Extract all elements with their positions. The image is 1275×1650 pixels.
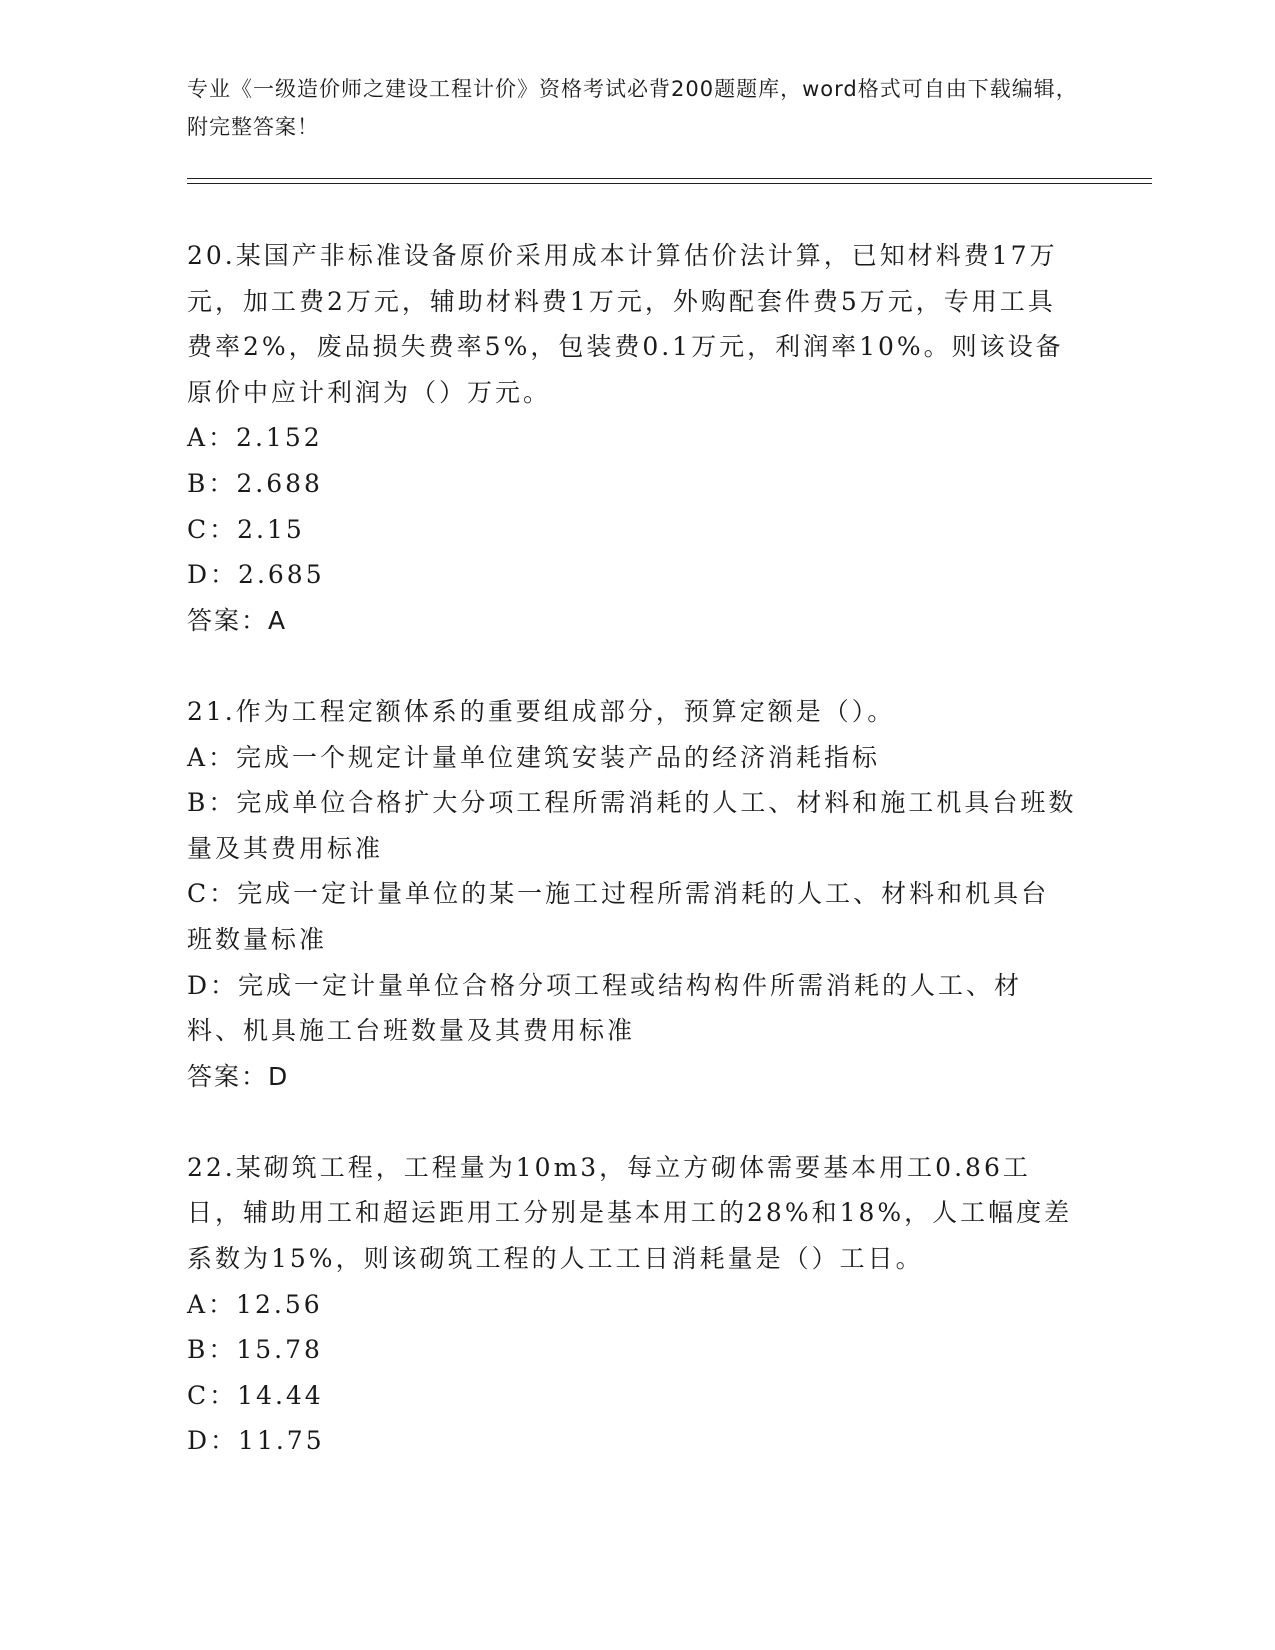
- question-20: [187, 233, 1077, 643]
- option-a: A：12.56: [187, 1289, 323, 1319]
- option-a: A：完成一个规定计量单位建筑安装产品的经济消耗指标: [187, 742, 881, 772]
- question-stem: 21.作为工程定额体系的重要组成部分，预算定额是（）。: [187, 696, 896, 726]
- option-c: C：14.44: [187, 1380, 324, 1410]
- document-header: 专业《一级造价师之建设工程计价》资格考试必背200题题库，word格式可自由下载编辑，附完整答案！: [187, 77, 1078, 139]
- option-b: B：15.78: [187, 1335, 323, 1365]
- option-d: D：2.685: [187, 560, 325, 590]
- option-a: A：2.152: [187, 423, 323, 453]
- header-rule-bottom: [187, 183, 1152, 184]
- option-c: C：完成一定计量单位的某一施工过程所需消耗的人工、材料和机具台班数量标准: [187, 879, 1050, 954]
- question-21: [187, 689, 1077, 1099]
- question-stem: 20.某国产非标准设备原价采用成本计算估价法计算，已知材料费17万元，加工费2万元，辅助材料费1万元，外购配套件费5万元，专用工具费率2%，废品损失费率5%，包装费0.1万元，利润率10%。则该设备原价中应计利润为（）万元。: [187, 241, 1064, 407]
- option-b: B：完成单位合格扩大分项工程所需消耗的人工、材料和施工机具台班数量及其费用标准: [187, 788, 1077, 863]
- question-gap: [187, 1099, 1077, 1145]
- answer: 答案：A: [187, 605, 288, 635]
- question-stem: 22.某砌筑工程，工程量为10m3，每立方砌体需要基本用工0.86工日，辅助用工和超运距用工分别是基本用工的28%和18%，人工幅度差系数为15%，则该砌筑工程的人工工日消耗量是（）工日。: [187, 1152, 1073, 1274]
- option-b: B：2.688: [187, 468, 323, 498]
- question-list: [187, 233, 1077, 1464]
- question-gap: [187, 643, 1077, 689]
- option-d: D：11.75: [187, 1426, 325, 1456]
- option-c: C：2.15: [187, 514, 305, 544]
- option-d: D：完成一定计量单位合格分项工程或结构构件所需消耗的人工、材料、机具施工台班数量及其费用标准: [187, 970, 1023, 1046]
- answer: 答案：D: [187, 1061, 290, 1091]
- question-22: [187, 1145, 1077, 1464]
- header-rule-top: [187, 178, 1152, 179]
